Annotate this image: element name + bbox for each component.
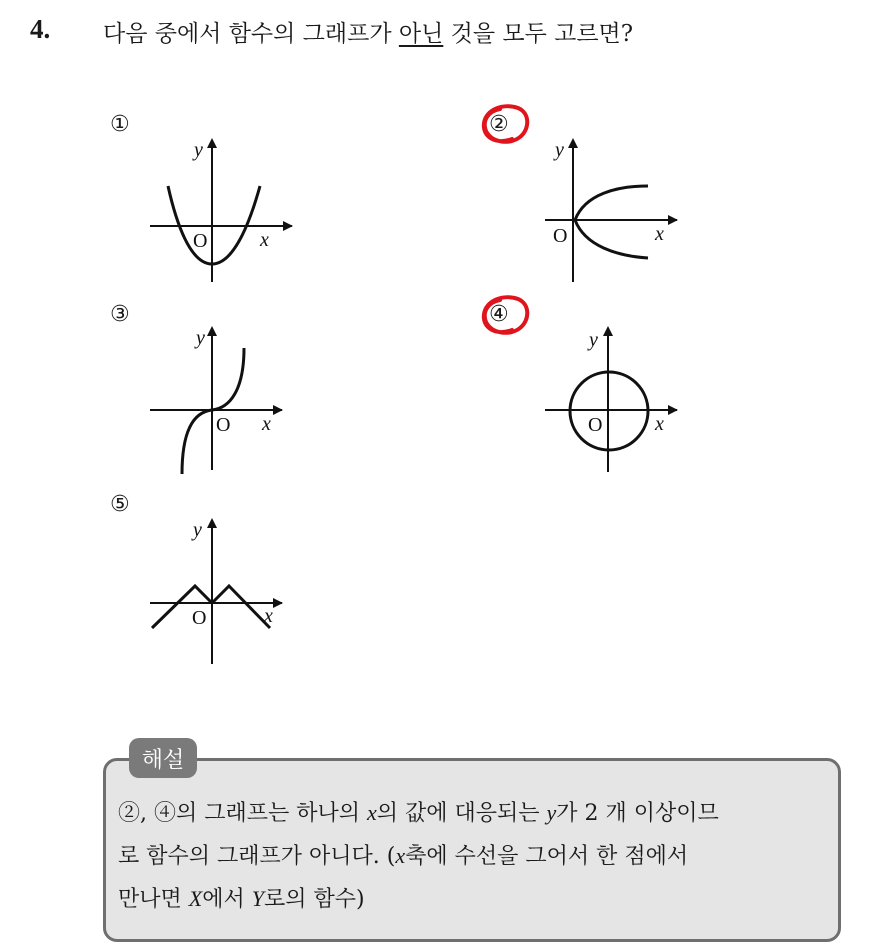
- choice-2-label[interactable]: ②: [489, 112, 509, 137]
- y-axis-label: y: [194, 139, 203, 161]
- x-axis-arrow: [273, 405, 283, 415]
- origin-label: O: [193, 230, 208, 252]
- origin-label: O: [588, 414, 603, 436]
- y-axis-arrow: [568, 138, 578, 148]
- solution-text-segment: 만나면: [118, 887, 189, 912]
- solution-text-segment: 로 함수의 그래프가 아니다. (: [118, 844, 396, 869]
- y-axis-arrow: [207, 138, 217, 148]
- y-axis-arrow: [207, 518, 217, 528]
- set-Y: Y: [251, 886, 264, 911]
- x-axis-label: x: [655, 223, 664, 245]
- solution-line-2: [118, 835, 832, 878]
- origin-label: O: [216, 414, 231, 436]
- x-axis-arrow: [668, 215, 678, 225]
- choice-5-graph: [140, 508, 300, 668]
- solution-line-3: [118, 878, 832, 921]
- x-axis-label: x: [655, 413, 664, 435]
- origin-label: O: [553, 225, 568, 247]
- solution-line-1: [118, 792, 832, 835]
- choice-3-graph: [140, 318, 300, 478]
- variable-x: x: [395, 843, 406, 868]
- x-axis-arrow: [668, 405, 678, 415]
- solution-text-segment: 에서: [202, 887, 252, 912]
- question-text-after: 것을 모두 고르면?: [443, 21, 634, 47]
- x-axis-label: x: [264, 605, 273, 627]
- x-axis-label: x: [260, 229, 269, 251]
- y-axis-arrow: [603, 326, 613, 336]
- x-axis-label: x: [262, 413, 271, 435]
- question-text-before: 다음 중에서 함수의 그래프가: [103, 21, 399, 47]
- solution-text-segment: ②, ④의 그래프는 하나의: [118, 801, 367, 826]
- variable-y: y: [546, 800, 557, 825]
- y-axis-label: y: [555, 139, 564, 161]
- choice-5-label[interactable]: ⑤: [110, 492, 130, 517]
- solution-text-segment: 축에 수선을 그어서 한 점에서: [405, 844, 689, 869]
- y-axis-label: y: [589, 329, 598, 351]
- x-axis-arrow: [283, 221, 293, 231]
- question-number: 4.: [30, 14, 51, 44]
- choice-1-graph: [140, 130, 300, 290]
- solution-text-segment: 의 값에 대응되는: [376, 801, 547, 826]
- choice-4-graph: [535, 318, 695, 478]
- choice-4-label[interactable]: ④: [489, 302, 509, 327]
- choice-1-label[interactable]: ①: [110, 112, 130, 137]
- solution-text: [118, 792, 832, 921]
- question-underlined-word: 아닌: [398, 21, 444, 47]
- solution-text-segment: 가 2 개 이상이므: [556, 801, 719, 826]
- choice-3-label[interactable]: ③: [110, 302, 130, 327]
- x-axis-arrow: [273, 598, 283, 608]
- solution-text-segment: 로의 함수): [263, 887, 365, 912]
- solution-tag: 해설: [129, 738, 197, 778]
- sideways-parabola-curve: [575, 186, 648, 258]
- variable-x: x: [366, 800, 377, 825]
- choice-2-graph: [535, 130, 695, 290]
- y-axis-arrow: [207, 326, 217, 336]
- question-text: [103, 15, 633, 48]
- origin-label: O: [192, 607, 207, 629]
- set-X: X: [188, 886, 203, 911]
- y-axis-label: y: [196, 327, 205, 349]
- y-axis-label: y: [193, 519, 202, 541]
